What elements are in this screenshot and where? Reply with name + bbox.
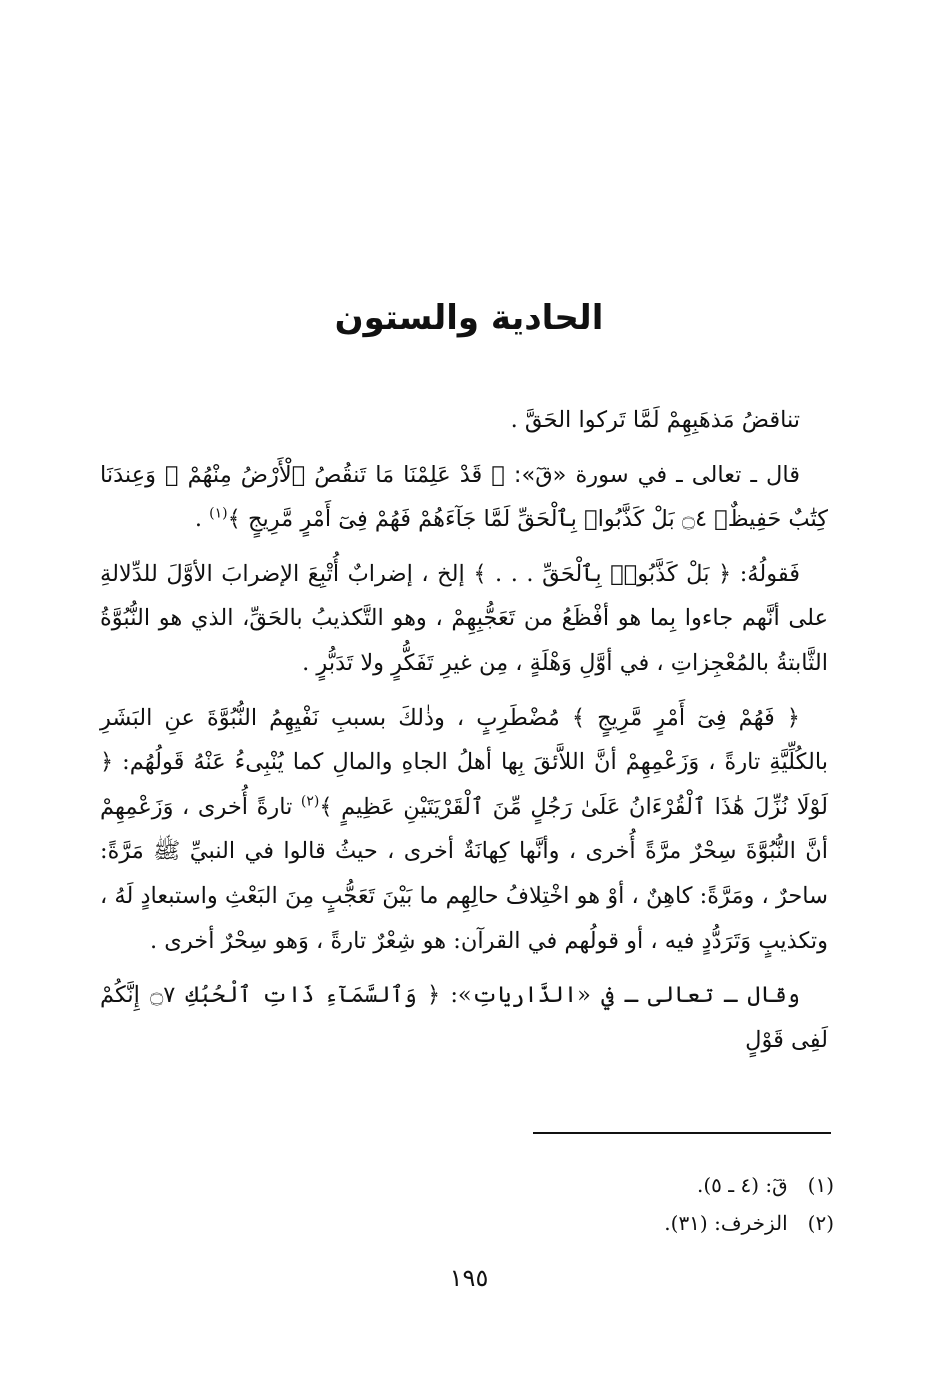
paragraph-end: تارةً أُخرى ، وَزَعْمِهِمْ أنَّ النُّبُوَّةَ سِحْرٌ مرَّةً أُخرى ، وأنَّها كِهانَةٌ أخرى ، حيثُ قالوا في النبيِّ ﷺ مَرَّةً: ساحرٌ ، ومَرَّةً: كاهِنٌ ، أوْ هو اخْتِلافُ حالِهِم ما بَيْنَ تَعَجُّبٍ مِنَ البَعْثِ واستبعادٍ لَهُ ، وتكذيبٍ وَتَرَدُّدٍ فيه ، أو قولُهم في القرآن: هو شِعْرٌ تارةً ، وَهو سِحْرٌ أخرى . [100, 793, 828, 954]
paragraph-commentary [100, 552, 828, 686]
footnote-item [114, 1166, 834, 1204]
paragraph-dhariyat [100, 973, 828, 1062]
paragraph-text: فَقولُهُ: ﴿ بَلْ كَذَّبُوا۟ بِٱلْحَقِّ . . . ﴾ إلخ ، إضرابٌ أُتْبِعَ الإضرابَ الأوَّلَ للدِّلالةِ على أنَّهم جاءوا بِما هو أفْظَعُ من تَعَجُّبِهِمْ ، وهو التَّكذيبُ بالحَقِّ، الذي هو النُّبُوَّةُ الثَّابتةُ بالمُعْجِزاتِ ، في أوَّلِ وَهْلَةٍ ، مِن غيرِ تَفَكُّرٍ ولا تَدَبُّرٍ . [100, 560, 828, 676]
footnote-number: (١) [807, 1173, 834, 1197]
footnote-number: (٢) [807, 1211, 834, 1235]
footnote-separator [533, 1132, 831, 1134]
footnotes [114, 1166, 834, 1242]
paragraph-text: وقال ـ تعالى ـ في «الذَّارياتِ»: ﴿ وَٱلسَّمَآءِ ذَاتِ ٱلْحُبُكِ ۝٧ إِنَّكُمْ لَفِى قَوْلٍ [100, 982, 828, 1053]
paragraph-verse-qaf [100, 453, 828, 542]
chapter-title: الحادية والستون [334, 298, 604, 338]
paragraph-text: تناقضُ مَذهَبِهِمْ لَمَّا تَركوا الحَقَّ . [510, 407, 800, 433]
footnote-reference[interactable]: (٢) [300, 793, 320, 810]
body-text [100, 398, 828, 1062]
paragraph-explanation [100, 696, 828, 964]
footnote-reference[interactable]: (١) [209, 505, 228, 522]
footnote-text: الزخرف: (٣١). [664, 1211, 788, 1235]
page-number: ١٩٥ [449, 1264, 489, 1292]
paragraph-text: ﴿ فَهُمْ فِىٓ أَمْرٍ مَّرِيجٍ ﴾ مُضْطَرِبٍ ، وذٰلكَ بسببِ نَفْيِهِمُ النُّبُوَّةَ عنِ البَشَرِ بالكُلِّيَّةِ تارةً ، وَزَعْمِهِمْ أنَّ اللاَّئقَ بِها أهلُ الجاهِ والمالِ كما يُنْبِىءُ عَنْهُ قَولُهُم: ﴿ لَوْلَا نُزِّلَ هَٰذَا ٱلْقُرْءَانُ عَلَىٰ رَجُلٍ مِّنَ ٱلْقَرْيَتَيْنِ عَظِيمٍ ﴾ [100, 704, 829, 820]
paragraph-text: قال ـ تعالى ـ في سورة «قٓ»: ﴿ قَدْ عَلِمْنَا مَا تَنقُصُ ٱلْأَرْضُ مِنْهُمْ ۖ وَعِندَنَا كِتَٰبٌ حَفِيظٌۢ ۝٤ بَلْ كَذَّبُوا۟ بِٱلْحَقِّ لَمَّا جَآءَهُمْ فَهُمْ فِىٓ أَمْرٍ مَّرِيجٍ ﴾ [100, 461, 828, 533]
paragraph-end: . [194, 506, 210, 533]
footnote-item [114, 1204, 834, 1242]
footnote-text: قٓ: (٤ ـ ٥). [696, 1173, 788, 1197]
paragraph-intro [100, 398, 828, 443]
